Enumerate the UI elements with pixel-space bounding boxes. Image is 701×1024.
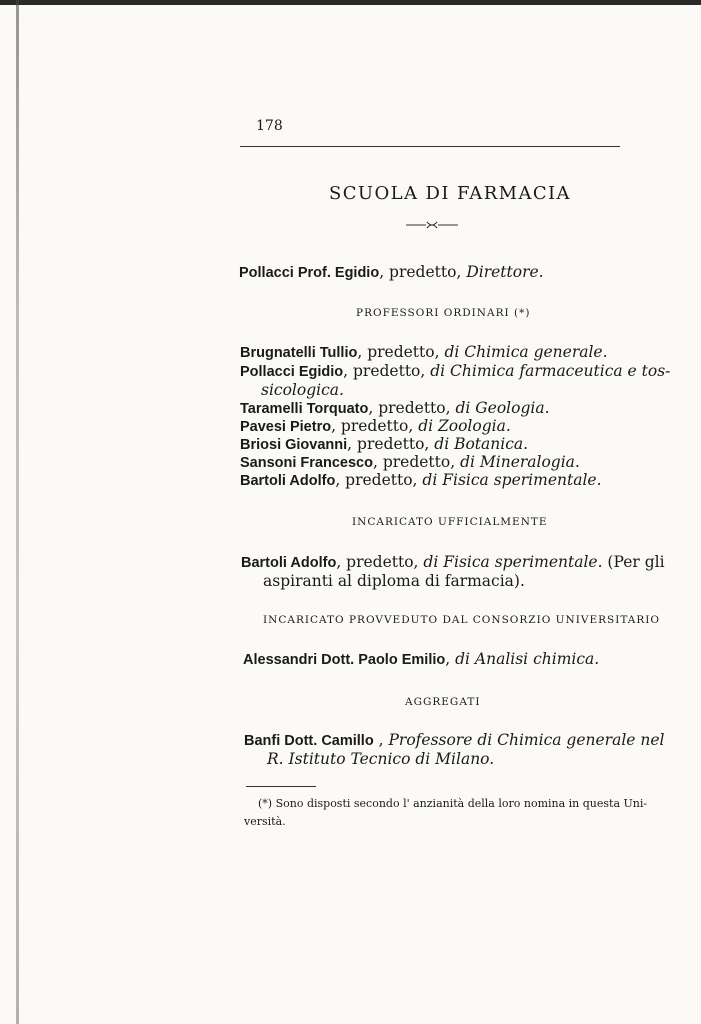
section-heading-ordinari: PROFESSORI ORDINARI (*) (356, 307, 531, 319)
director-role: Direttore. (466, 263, 544, 281)
section-heading-aggregati: AGGREGATI (405, 696, 481, 708)
faculty-entry: Brugnatelli Tullio, predetto, di Chimica generale. (240, 343, 608, 361)
faculty-entry: Banfi Dott. Camillo , Professore di Chimica generale nel (244, 731, 665, 749)
faculty-entry-continuation: R. Istituto Tecnico di Milano. (267, 750, 495, 768)
faculty-entry: Bartoli Adolfo, predetto, di Fisica sperimentale. (240, 471, 602, 489)
faculty-entry: Alessandri Dott. Paolo Emilio, di Analisi chimica. (243, 650, 600, 668)
faculty-entry-continuation: aspiranti al diploma di farmacia). (263, 572, 525, 590)
section-heading-ufficiale: INCARICATO UFFICIALMENTE (352, 516, 548, 528)
director-line: Pollacci Prof. Egidio, predetto, Direttore. (239, 263, 544, 281)
faculty-entry: Pollacci Egidio, predetto, di Chimica farmaceutica e tos- (240, 362, 671, 380)
page-number: 178 (256, 118, 283, 134)
director-name: Pollacci Prof. Egidio (239, 265, 380, 281)
header-rule (240, 146, 620, 147)
scan-top-edge (0, 0, 701, 5)
binding-edge (16, 0, 19, 1024)
faculty-entry-continuation: sicologica. (261, 381, 344, 399)
faculty-entry: Briosi Giovanni, predetto, di Botanica. (240, 435, 529, 453)
section-heading-consorzio: INCARICATO PROVVEDUTO DAL CONSORZIO UNIVERSITARIO (263, 614, 661, 626)
footnote-line-2: versità. (244, 815, 286, 828)
faculty-entry: Taramelli Torquato, predetto, di Geologia. (240, 399, 550, 417)
faculty-entry: Pavesi Pietro, predetto, di Zoologia. (240, 417, 511, 435)
faculty-entry: Bartoli Adolfo, predetto, di Fisica sperimentale. (Per gli (241, 553, 665, 571)
page-title: SCUOLA DI FARMACIA (329, 183, 571, 204)
footnote-line-1: (*) Sono disposti secondo l' anzianità della loro nomina in questa Uni- (258, 797, 648, 810)
footnote-rule (246, 786, 316, 787)
ornament-icon (404, 219, 460, 231)
faculty-entry: Sansoni Francesco, predetto, di Mineralogia. (240, 453, 580, 471)
